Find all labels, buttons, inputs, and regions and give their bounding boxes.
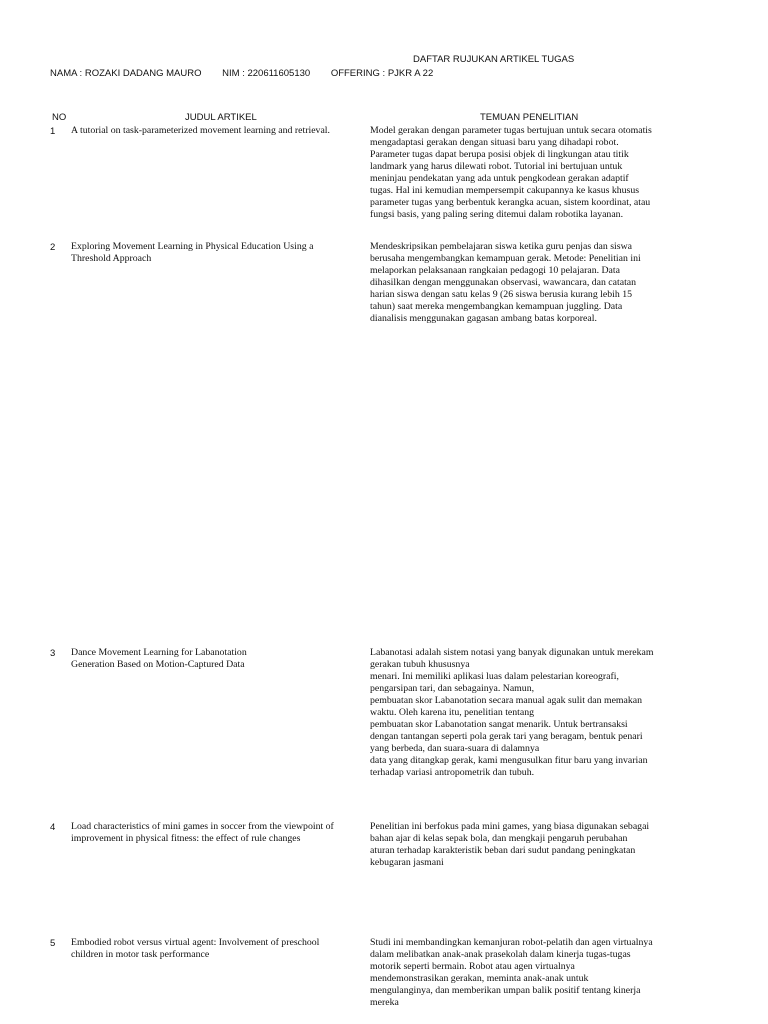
finding-line: melaporkan pelaksanaan rangkaian pedagogi 10 pelajaran. Data — [370, 265, 620, 276]
finding-line: motorik seperti bermain. Robot atau agen virtualnya — [370, 961, 575, 972]
finding-line: pembuatan skor Labanotation secara manual agak sulit dan memakan — [370, 695, 643, 706]
article-title-line: Embodied robot versus virtual agent: Involvement of preschool — [71, 937, 320, 948]
finding-line: Parameter tugas dapat berupa posisi objek di lingkungan atau titik — [370, 149, 629, 160]
offering-code: OFFERING : PJKR A 22 — [330, 68, 434, 79]
column-header-title: JUDUL ARTIKEL — [185, 112, 257, 123]
finding-line: meninjau pendekatan yang ada untuk pengkodean gerakan adaptif — [370, 173, 629, 184]
article-title-line: Exploring Movement Learning in Physical Education Using a — [71, 241, 314, 252]
article-title-line: Load characteristics of mini games in soccer from the viewpoint of — [71, 821, 334, 832]
finding-line: Penelitian ini berfokus pada mini games, yang biasa digunakan sebagai — [370, 821, 650, 832]
row-number: 4 — [50, 822, 56, 833]
article-title — [71, 647, 363, 671]
finding-line: berusaha mengembangkan kemampuan gerak. Metode: Penelitian ini — [370, 253, 641, 264]
finding-line: dihasilkan dengan menggunakan observasi, wawancara, dan catatan — [370, 277, 637, 288]
article-title — [71, 821, 363, 845]
article-title-line: children in motor task performance — [71, 949, 210, 960]
finding-line: Labanotasi adalah sistem notasi yang banyak digunakan untuk merekam — [370, 647, 654, 658]
finding-line: landmark yang harus dilewati robot. Tutorial ini bertujuan untuk — [370, 161, 623, 172]
finding-line: bahan ajar di kelas sepak bola, dan mengkaji pengaruh perubahan — [370, 833, 628, 844]
finding-line: mereka — [370, 997, 399, 1008]
article-title-line: A tutorial on task-parameterized movement learning and retrieval. — [71, 125, 330, 136]
finding-line: pengarsipan tari, dan sebagainya. Namun, — [370, 683, 535, 694]
article-title-line: Dance Movement Learning for Labanotation — [71, 647, 247, 658]
finding-line: parameter tugas yang berbentuk kerangka acuan, sistem koordinat, atau — [370, 197, 651, 208]
finding-line: harian siswa dengan satu kelas 9 (26 siswa berusia kurang lebih 15 — [370, 289, 632, 300]
finding-line: dalam melibatkan anak-anak prasekolah dalam kinerja tugas-tugas — [370, 949, 631, 960]
finding-line: waktu. Oleh karena itu, penelitian tentang — [370, 707, 535, 718]
column-header-findings: TEMUAN PENELITIAN — [480, 112, 579, 123]
finding-line: data yang ditangkap gerak, kami mengusulkan fitur baru yang invarian — [370, 755, 648, 766]
finding-line: terhadap variasi antropometrik dan tubuh. — [370, 767, 535, 778]
finding-line: tugas. Hal ini kemudian mempersempit cakupannya ke kasus khusus — [370, 185, 640, 196]
finding-line: aturan terhadap karakteristik beban dari sudut pandang peningkatan — [370, 845, 636, 856]
document-title: DAFTAR RUJUKAN ARTIKEL TUGAS — [413, 54, 575, 65]
research-findings — [370, 937, 682, 1009]
finding-line: fungsi basis, yang paling sering ditemui dalam robotika layanan. — [370, 209, 624, 220]
student-name: NAMA : ROZAKI DADANG MAURO — [50, 68, 202, 79]
finding-line: kebugaran jasmani — [370, 857, 444, 868]
finding-line: mendemonstrasikan gerakan, meminta anak-anak untuk — [370, 973, 589, 984]
article-title — [71, 125, 363, 137]
article-title-line: Generation Based on Motion-Captured Data — [71, 659, 245, 670]
finding-line: pembuatan skor Labanotation sangat menarik. Untuk bertransaksi — [370, 719, 628, 730]
finding-line: Studi ini membandingkan kemanjuran robot-pelatih dan agen virtualnya — [370, 937, 653, 948]
research-findings — [370, 821, 682, 869]
student-nim: NIM : 220611605130 — [222, 68, 311, 79]
column-header-no: NO — [52, 112, 67, 123]
finding-line: yang berbeda, dan suara-suara di dalamnya — [370, 743, 540, 754]
finding-line: Model gerakan dengan parameter tugas bertujuan untuk secara otomatis — [370, 125, 652, 136]
finding-line: gerakan tubuh khususnya — [370, 659, 470, 670]
article-title-line: Threshold Approach — [71, 253, 152, 264]
finding-line: mengulanginya, dan memberikan umpan balik positif tentang kinerja — [370, 985, 641, 996]
row-number: 2 — [50, 242, 56, 253]
finding-line: dengan tantangan seperti pola gerak tari yang beragam, bentuk penari — [370, 731, 643, 742]
finding-line: menari. Ini memiliki aplikasi luas dalam pelestarian koreografi, — [370, 671, 619, 682]
article-title — [71, 241, 363, 265]
row-number: 5 — [50, 938, 56, 949]
research-findings — [370, 647, 682, 779]
finding-line: dianalisis menggunakan gagasan ambang batas korporeal. — [370, 313, 597, 324]
article-title — [71, 937, 363, 961]
article-title-line: improvement in physical fitness: the effect of rule changes — [71, 833, 301, 844]
finding-line: mengadaptasi gerakan dengan situasi baru yang dihadapi robot. — [370, 137, 619, 148]
student-info-line — [50, 68, 451, 79]
research-findings — [370, 125, 682, 221]
row-number: 3 — [50, 648, 56, 659]
finding-line: Mendeskripsikan pembelajaran siswa ketika guru penjas dan siswa — [370, 241, 632, 252]
row-number: 1 — [50, 126, 56, 137]
research-findings — [370, 241, 682, 325]
finding-line: tahun) saat mereka mengembangkan kemampuan juggling. Data — [370, 301, 623, 312]
